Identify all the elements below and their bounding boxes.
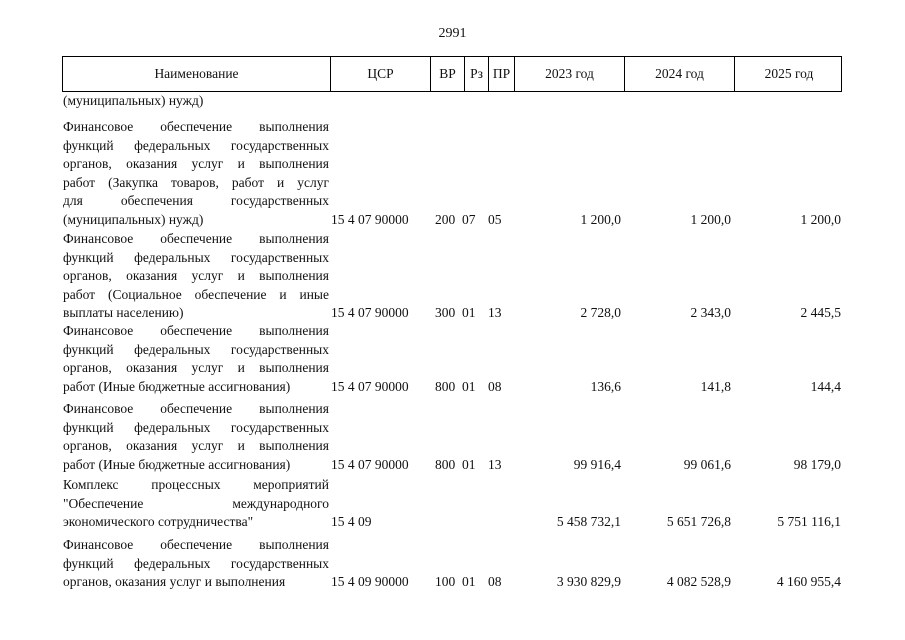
table-header — [62, 56, 842, 92]
row-name-line: органов, оказания услуг и выполнения — [63, 360, 329, 376]
row-name-line: работ (Социальное обеспечение и иные — [63, 286, 329, 302]
row-name — [63, 476, 329, 532]
header-2023: 2023 год — [515, 57, 625, 91]
page-number: 2991 — [438, 26, 467, 41]
row-2023: 2 728,0 — [580, 305, 621, 321]
row-csr: 15 4 09 — [331, 514, 372, 530]
row-vr: 200 — [435, 212, 456, 227]
row-2024: 99 061,6 — [683, 456, 731, 472]
row-csr: 15 4 07 90000 — [331, 212, 409, 227]
row-name-line: "Обеспечение международного — [63, 495, 329, 511]
row-csr: 15 4 07 90000 — [331, 305, 409, 321]
row-name-line: Финансовое обеспечение выполнения — [63, 537, 329, 552]
row-rz: 01 — [462, 305, 476, 321]
row-csr: 15 4 09 90000 — [331, 574, 409, 590]
row-csr: 15 4 07 90000 — [331, 456, 409, 472]
header-csr: ЦСР — [331, 57, 431, 91]
row-pr: 13 — [488, 456, 502, 472]
header-2024: 2024 год — [625, 57, 735, 91]
row-2024: 141,8 — [700, 378, 731, 394]
row-csr: 15 4 07 90000 — [331, 378, 409, 394]
row-name-line: Финансовое обеспечение выполнения — [63, 119, 329, 134]
row-2023: 3 930 829,9 — [556, 574, 621, 590]
row-name-line: Финансовое обеспечение выполнения — [63, 401, 329, 416]
row-rz: 07 — [462, 212, 476, 227]
row-2023: 5 458 732,1 — [556, 514, 621, 530]
row-vr: 300 — [435, 305, 456, 321]
row-rz: 01 — [462, 574, 476, 590]
row-name-line: работ (Иные бюджетные ассигнования) — [63, 378, 291, 394]
row-name-line: органов, оказания услуг и выполнения — [63, 574, 286, 590]
row-name-line: функций федеральных государственных — [63, 419, 329, 435]
header-rz: Рз — [465, 57, 489, 91]
row-name-line: функций федеральных государственных — [63, 555, 329, 571]
row-2025: 4 160 955,4 — [776, 574, 841, 590]
header-2025: 2025 год — [764, 66, 814, 81]
row-2024: 4 082 528,9 — [666, 574, 731, 590]
row-name-line: Финансовое обеспечение выполнения — [63, 231, 329, 246]
row-name-line: органов, оказания услуг и выполнения — [63, 438, 329, 454]
row-pr: 05 — [488, 212, 502, 227]
row-vr: 800 — [435, 456, 456, 472]
row-name-line: экономического сотрудничества" — [63, 514, 254, 530]
header-vr: ВР — [431, 57, 465, 91]
row-2025: 144,4 — [810, 378, 841, 394]
row-name-line: органов, оказания услуг и выполнения — [63, 268, 329, 284]
row-rz: 01 — [462, 456, 476, 472]
row-2025: 5 751 116,1 — [777, 514, 841, 530]
row-name-line: выплаты населению) — [63, 305, 184, 321]
row-name-line: Финансовое обеспечение выполнения — [63, 323, 329, 338]
row-2024: 2 343,0 — [690, 305, 731, 321]
row-pr: 08 — [488, 574, 502, 590]
row-name-line: Комплекс процессных мероприятий — [63, 477, 329, 492]
row-2024: 1 200,0 — [690, 212, 731, 227]
row-name — [63, 118, 329, 230]
row-vr: 800 — [435, 378, 456, 394]
row-name-line: для обеспечения государственных — [63, 193, 329, 209]
row-name-line: функций федеральных государственных — [63, 137, 329, 153]
row-2023: 99 916,4 — [573, 456, 621, 472]
row-name-line: (муниципальных) нужд) — [63, 211, 204, 227]
row-name-line: работ (Иные бюджетные ассигнования) — [63, 456, 291, 472]
header-pr: ПР — [489, 57, 515, 91]
row-pr: 08 — [488, 378, 502, 394]
continuation-text: (муниципальных) нужд) — [63, 93, 204, 108]
row-name — [63, 322, 329, 396]
row-2023: 1 200,0 — [580, 212, 621, 227]
row-2025: 2 445,5 — [800, 305, 841, 321]
row-name — [63, 400, 329, 474]
row-2024: 5 651 726,8 — [666, 514, 731, 530]
row-2023: 136,6 — [590, 378, 621, 394]
row-name-line: функций федеральных государственных — [63, 249, 329, 265]
row-name-line: органов, оказания услуг и выполнения — [63, 156, 329, 172]
row-name — [63, 536, 329, 592]
row-rz: 01 — [462, 378, 476, 394]
row-vr: 100 — [435, 574, 456, 590]
row-name-line: работ (Закупка товаров, работ и услуг — [63, 174, 329, 190]
row-2025: 1 200,0 — [800, 212, 841, 227]
row-name — [63, 230, 329, 323]
row-pr: 13 — [488, 305, 502, 321]
row-name-line: функций федеральных государственных — [63, 341, 329, 357]
header-name: Наименование — [63, 57, 331, 91]
row-2025: 98 179,0 — [793, 456, 841, 472]
